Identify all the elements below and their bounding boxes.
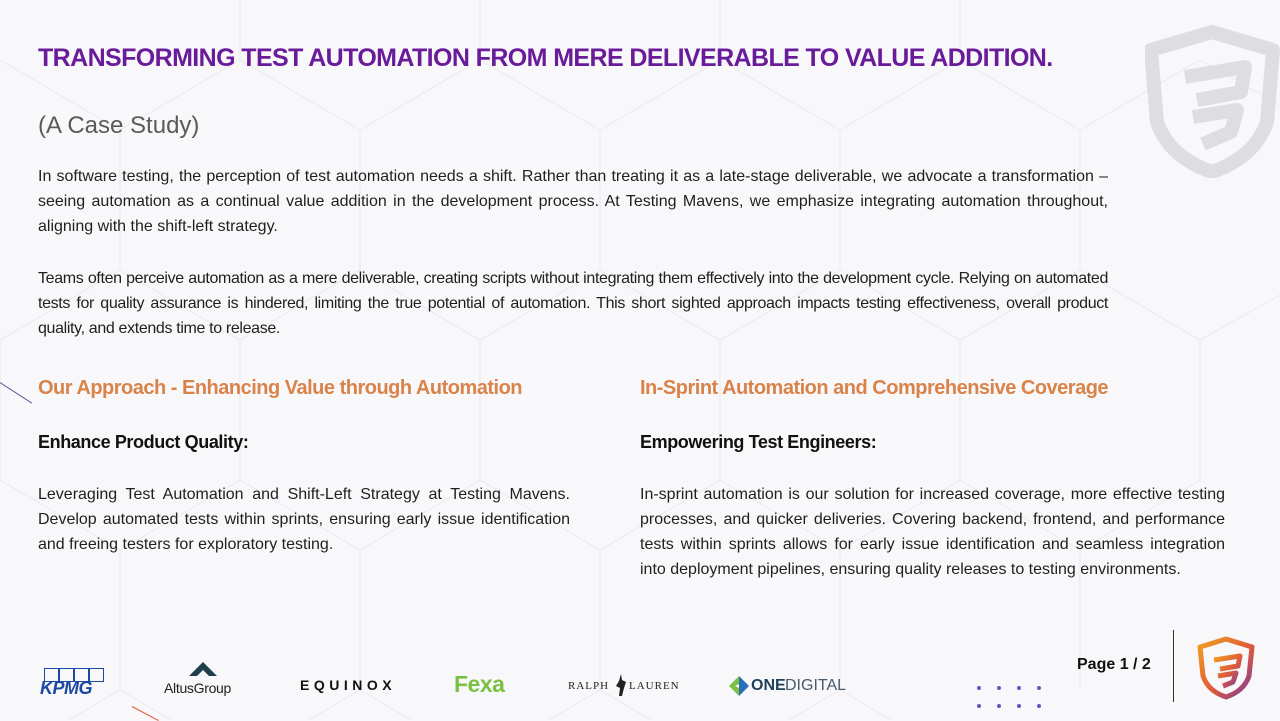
polo-player-icon	[614, 672, 628, 698]
ralph-lauren-right-text: LAUREN	[629, 680, 680, 692]
right-section-subheading: Empowering Test Engineers:	[640, 432, 877, 452]
left-section-subheading: Enhance Product Quality:	[38, 432, 249, 452]
testing-mavens-shield-logo-icon	[1196, 636, 1256, 700]
altus-group-mountain-icon	[189, 662, 217, 677]
page-subtitle: (A Case Study)	[38, 112, 200, 139]
footer-divider	[1173, 630, 1174, 702]
onedigital-mark-icon	[729, 676, 749, 696]
accent-line-left	[0, 382, 32, 404]
page-title: TRANSFORMING TEST AUTOMATION FROM MERE DELIVERABLE TO VALUE ADDITION.	[38, 44, 1053, 72]
testing-mavens-shield-watermark-icon	[1145, 22, 1280, 178]
left-section-body: Leveraging Test Automation and Shift-Left Strategy at Testing Mavens. Develop automated tests within sprints, ensuring early issue identification and freeing testers for exploratory testing.	[38, 486, 570, 553]
kpmg-logo-text: KPMG	[40, 678, 92, 698]
left-section-heading: Our Approach - Enhancing Value through Automation	[38, 377, 523, 399]
ralph-lauren-logo	[568, 672, 678, 698]
right-section-heading: In-Sprint Automation and Comprehensive Coverage	[640, 377, 1109, 399]
onedigital-digital-text: DIGITAL	[785, 677, 847, 694]
equinox-logo: EQUINOX	[300, 677, 397, 693]
altus-group-logo	[162, 662, 246, 698]
ralph-lauren-left-text: RALPH	[568, 680, 610, 692]
altus-group-logo-text: AltusGroup	[164, 680, 232, 696]
intro-paragraph: In software testing, the perception of test automation needs a shift. Rather than treating it as a late-stage deliverable, we advocate a transformation – seeing automation as a continual value addition in the development process. At Testing Mavens, we emphasize integrating automation throughout, aligning with the shift-left strategy.	[38, 168, 1108, 235]
onedigital-logo	[729, 675, 849, 697]
problem-paragraph: Teams often perceive automation as a mere deliverable, creating scripts without integrating them effectively into the development cycle. Relying on automated tests for quality assurance is hindered, limiting the true potential of automation. This short sighted approach impacts testing effectiveness, overall product quality, and extends time to release.	[38, 270, 1108, 337]
fexa-logo: Fexa	[454, 671, 505, 697]
page-number: Page 1 / 2	[1077, 656, 1151, 673]
kpmg-logo	[40, 668, 108, 698]
onedigital-one-text: ONE	[751, 677, 786, 694]
accent-line-bottom	[132, 706, 159, 721]
right-section-body: In-sprint automation is our solution for increased coverage, more effective testing processes, and quicker deliveries. Covering backend, frontend, and performance tests within sprints allows for early issue identification and seamless integration into deployment pipelines, ensuring quality releases to testing environments.	[640, 486, 1225, 578]
